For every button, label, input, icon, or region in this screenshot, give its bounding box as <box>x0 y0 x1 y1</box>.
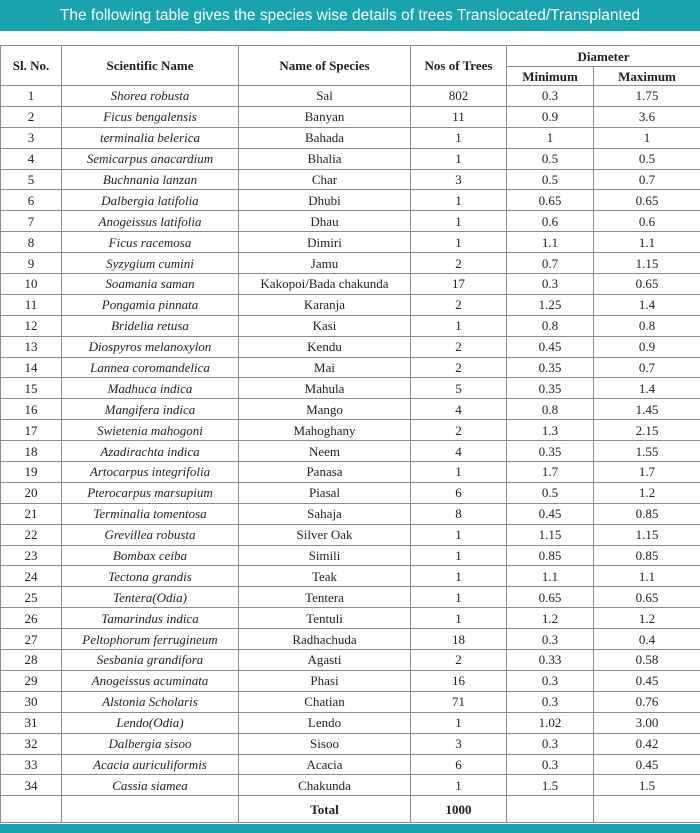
table-row <box>1 274 700 295</box>
cell-diameter-minimum: 0.5 <box>507 169 594 190</box>
cell-scientific-name: Terminalia tomentosa <box>62 503 239 524</box>
cell-diameter-maximum: 0.6 <box>594 211 700 232</box>
table-row <box>1 441 700 462</box>
header-nos-of-trees: Nos of Trees <box>411 46 507 86</box>
cell-nos-of-trees: 5 <box>411 378 507 399</box>
cell-diameter-minimum: 0.33 <box>507 650 594 671</box>
cell-diameter-maximum: 0.65 <box>594 190 700 211</box>
cell-scientific-name: Dalbergia sisoo <box>62 733 239 754</box>
cell-nos-of-trees: 2 <box>411 650 507 671</box>
table-row <box>1 754 700 775</box>
table-body <box>1 86 700 796</box>
table-row <box>1 399 700 420</box>
table-title-banner <box>0 0 700 31</box>
cell-diameter-minimum: 0.35 <box>507 441 594 462</box>
cell-sl-no: 6 <box>1 190 62 211</box>
cell-name-of-species: Mai <box>239 357 411 378</box>
cell-sl-no: 12 <box>1 315 62 336</box>
cell-nos-of-trees: 6 <box>411 482 507 503</box>
cell-sl-no: 23 <box>1 545 62 566</box>
cell-nos-of-trees: 4 <box>411 399 507 420</box>
cell-diameter-maximum: 1.15 <box>594 524 700 545</box>
cell-nos-of-trees: 71 <box>411 691 507 712</box>
cell-diameter-maximum: 1.2 <box>594 482 700 503</box>
header-diameter: Diameter <box>507 46 700 67</box>
cell-diameter-minimum: 0.45 <box>507 336 594 357</box>
cell-diameter-minimum: 0.6 <box>507 211 594 232</box>
cell-diameter-maximum: 0.42 <box>594 733 700 754</box>
cell-nos-of-trees: 802 <box>411 86 507 107</box>
cell-diameter-maximum: 0.9 <box>594 336 700 357</box>
header-scientific-name: Scientific Name <box>62 46 239 86</box>
cell-diameter-maximum: 0.76 <box>594 691 700 712</box>
cell-diameter-minimum: 0.3 <box>507 86 594 107</box>
table-row <box>1 650 700 671</box>
cell-name-of-species: Dhau <box>239 211 411 232</box>
header-sl-no: Sl. No. <box>1 46 62 86</box>
cell-diameter-maximum: 0.7 <box>594 169 700 190</box>
cell-diameter-minimum: 1.5 <box>507 775 594 796</box>
cell-nos-of-trees: 8 <box>411 503 507 524</box>
cell-diameter-maximum: 0.65 <box>594 274 700 295</box>
cell-scientific-name: Alstonia Scholaris <box>62 691 239 712</box>
table-row <box>1 420 700 441</box>
table-row <box>1 211 700 232</box>
cell-scientific-name: Pterocarpus marsupium <box>62 482 239 503</box>
cell-nos-of-trees: 1 <box>411 545 507 566</box>
cell-scientific-name: Lannea coromandelica <box>62 357 239 378</box>
cell-diameter-minimum: 0.5 <box>507 482 594 503</box>
cell-diameter-maximum: 0.4 <box>594 629 700 650</box>
cell-nos-of-trees: 1 <box>411 775 507 796</box>
cell-diameter-maximum: 1.2 <box>594 608 700 629</box>
header-minimum: Minimum <box>507 67 594 86</box>
cell-name-of-species: Phasi <box>239 670 411 691</box>
cell-scientific-name: Mangifera indica <box>62 399 239 420</box>
cell-scientific-name: Bombax ceiba <box>62 545 239 566</box>
cell-name-of-species: Silver Oak <box>239 524 411 545</box>
cell-diameter-minimum: 0.3 <box>507 754 594 775</box>
cell-sl-no: 29 <box>1 670 62 691</box>
cell-diameter-minimum: 0.85 <box>507 545 594 566</box>
cell-diameter-minimum: 0.3 <box>507 691 594 712</box>
cell-name-of-species: Piasal <box>239 482 411 503</box>
cell-name-of-species: Chakunda <box>239 775 411 796</box>
cell-sl-no: 9 <box>1 253 62 274</box>
cell-diameter-minimum: 0.3 <box>507 670 594 691</box>
cell-name-of-species: Agasti <box>239 650 411 671</box>
cell-diameter-maximum: 1.1 <box>594 566 700 587</box>
cell-sl-no: 11 <box>1 294 62 315</box>
cell-diameter-minimum: 0.35 <box>507 357 594 378</box>
cell-sl-no: 22 <box>1 524 62 545</box>
cell-nos-of-trees: 2 <box>411 420 507 441</box>
cell-sl-no: 24 <box>1 566 62 587</box>
table-row <box>1 691 700 712</box>
cell-diameter-maximum: 0.5 <box>594 148 700 169</box>
cell-sl-no: 31 <box>1 712 62 733</box>
cell-scientific-name: Buchnania lanzan <box>62 169 239 190</box>
species-table-wrapper <box>0 45 700 823</box>
cell-name-of-species: Chatian <box>239 691 411 712</box>
cell-diameter-maximum: 0.85 <box>594 503 700 524</box>
bottom-accent-bar <box>0 824 700 833</box>
cell-name-of-species: Dhubi <box>239 190 411 211</box>
cell-name-of-species: Bahada <box>239 127 411 148</box>
table-row <box>1 462 700 483</box>
cell-diameter-maximum: 0.45 <box>594 754 700 775</box>
cell-scientific-name: Anogeissus acuminata <box>62 670 239 691</box>
cell-diameter-maximum: 1.5 <box>594 775 700 796</box>
cell-scientific-name: Azadirachta indica <box>62 441 239 462</box>
table-row <box>1 127 700 148</box>
cell-scientific-name: Soamania saman <box>62 274 239 295</box>
cell-name-of-species: Sahaja <box>239 503 411 524</box>
cell-diameter-maximum: 0.58 <box>594 650 700 671</box>
cell-scientific-name: Ficus bengalensis <box>62 106 239 127</box>
header-name-of-species: Name of Species <box>239 46 411 86</box>
cell-scientific-name: Lendo(Odia) <box>62 712 239 733</box>
cell-scientific-name: terminalia belerica <box>62 127 239 148</box>
cell-sl-no: 1 <box>1 86 62 107</box>
cell-nos-of-trees: 1 <box>411 608 507 629</box>
cell-scientific-name: Swietenia mahogoni <box>62 420 239 441</box>
cell-name-of-species: Panasa <box>239 462 411 483</box>
table-row <box>1 357 700 378</box>
cell-sl-no: 32 <box>1 733 62 754</box>
cell-name-of-species: Banyan <box>239 106 411 127</box>
table-row <box>1 294 700 315</box>
cell-scientific-name: Ficus racemosa <box>62 232 239 253</box>
cell-diameter-minimum: 0.65 <box>507 587 594 608</box>
cell-sl-no: 5 <box>1 169 62 190</box>
cell-diameter-maximum: 1.4 <box>594 294 700 315</box>
cell-diameter-maximum: 1.45 <box>594 399 700 420</box>
table-row <box>1 775 700 796</box>
total-empty-cell <box>507 796 594 823</box>
total-empty-cell <box>1 796 62 823</box>
cell-diameter-maximum: 0.65 <box>594 587 700 608</box>
cell-sl-no: 16 <box>1 399 62 420</box>
cell-diameter-minimum: 0.45 <box>507 503 594 524</box>
cell-nos-of-trees: 1 <box>411 566 507 587</box>
cell-nos-of-trees: 4 <box>411 441 507 462</box>
cell-sl-no: 18 <box>1 441 62 462</box>
table-row <box>1 148 700 169</box>
cell-name-of-species: Kendu <box>239 336 411 357</box>
cell-sl-no: 19 <box>1 462 62 483</box>
cell-nos-of-trees: 18 <box>411 629 507 650</box>
cell-sl-no: 33 <box>1 754 62 775</box>
table-row <box>1 336 700 357</box>
cell-diameter-minimum: 1 <box>507 127 594 148</box>
table-row <box>1 106 700 127</box>
cell-diameter-minimum: 1.02 <box>507 712 594 733</box>
cell-name-of-species: Mango <box>239 399 411 420</box>
cell-name-of-species: Lendo <box>239 712 411 733</box>
cell-diameter-minimum: 0.5 <box>507 148 594 169</box>
cell-diameter-maximum: 1.55 <box>594 441 700 462</box>
cell-nos-of-trees: 17 <box>411 274 507 295</box>
table-row <box>1 482 700 503</box>
cell-name-of-species: Neem <box>239 441 411 462</box>
cell-scientific-name: Pongamia pinnata <box>62 294 239 315</box>
cell-scientific-name: Syzygium cumini <box>62 253 239 274</box>
cell-nos-of-trees: 16 <box>411 670 507 691</box>
table-row <box>1 629 700 650</box>
cell-sl-no: 30 <box>1 691 62 712</box>
table-row <box>1 503 700 524</box>
table-row <box>1 190 700 211</box>
cell-name-of-species: Tentera <box>239 587 411 608</box>
table-row <box>1 169 700 190</box>
cell-nos-of-trees: 1 <box>411 712 507 733</box>
cell-diameter-minimum: 1.1 <box>507 566 594 587</box>
cell-sl-no: 25 <box>1 587 62 608</box>
cell-name-of-species: Radhachuda <box>239 629 411 650</box>
table-row <box>1 733 700 754</box>
cell-scientific-name: Grevillea robusta <box>62 524 239 545</box>
cell-diameter-maximum: 1.1 <box>594 232 700 253</box>
cell-name-of-species: Karanja <box>239 294 411 315</box>
total-label: Total <box>239 796 411 823</box>
cell-name-of-species: Tentuli <box>239 608 411 629</box>
cell-sl-no: 2 <box>1 106 62 127</box>
cell-diameter-minimum: 1.2 <box>507 608 594 629</box>
cell-diameter-maximum: 1 <box>594 127 700 148</box>
cell-diameter-maximum: 0.85 <box>594 545 700 566</box>
total-nos: 1000 <box>411 796 507 823</box>
cell-nos-of-trees: 11 <box>411 106 507 127</box>
cell-nos-of-trees: 1 <box>411 148 507 169</box>
cell-nos-of-trees: 1 <box>411 587 507 608</box>
cell-name-of-species: Sisoo <box>239 733 411 754</box>
cell-scientific-name: Cassia siamea <box>62 775 239 796</box>
cell-sl-no: 10 <box>1 274 62 295</box>
cell-nos-of-trees: 1 <box>411 462 507 483</box>
cell-diameter-maximum: 1.4 <box>594 378 700 399</box>
cell-sl-no: 21 <box>1 503 62 524</box>
cell-scientific-name: Acacia auriculiformis <box>62 754 239 775</box>
table-row <box>1 378 700 399</box>
cell-diameter-maximum: 0.8 <box>594 315 700 336</box>
cell-sl-no: 34 <box>1 775 62 796</box>
cell-name-of-species: Dimiri <box>239 232 411 253</box>
cell-sl-no: 3 <box>1 127 62 148</box>
cell-name-of-species: Jamu <box>239 253 411 274</box>
cell-diameter-maximum: 1.15 <box>594 253 700 274</box>
cell-scientific-name: Madhuca indica <box>62 378 239 399</box>
table-title: The following table gives the species wise details of trees Translocated/Transplanted <box>59 6 641 24</box>
cell-name-of-species: Sal <box>239 86 411 107</box>
cell-scientific-name: Tentera(Odia) <box>62 587 239 608</box>
cell-nos-of-trees: 1 <box>411 232 507 253</box>
header-maximum: Maximum <box>594 67 700 86</box>
cell-diameter-maximum: 1.75 <box>594 86 700 107</box>
cell-nos-of-trees: 1 <box>411 211 507 232</box>
cell-diameter-minimum: 1.7 <box>507 462 594 483</box>
cell-scientific-name: Tectona grandis <box>62 566 239 587</box>
cell-sl-no: 13 <box>1 336 62 357</box>
cell-scientific-name: Artocarpus integrifolia <box>62 462 239 483</box>
cell-name-of-species: Mahoghany <box>239 420 411 441</box>
table-row <box>1 712 700 733</box>
cell-sl-no: 28 <box>1 650 62 671</box>
cell-nos-of-trees: 1 <box>411 190 507 211</box>
cell-diameter-minimum: 0.3 <box>507 629 594 650</box>
cell-nos-of-trees: 2 <box>411 294 507 315</box>
cell-diameter-minimum: 0.65 <box>507 190 594 211</box>
cell-nos-of-trees: 1 <box>411 127 507 148</box>
table-row <box>1 566 700 587</box>
cell-diameter-minimum: 0.8 <box>507 315 594 336</box>
table-row <box>1 253 700 274</box>
cell-sl-no: 4 <box>1 148 62 169</box>
cell-name-of-species: Kakopoi/Bada chakunda <box>239 274 411 295</box>
cell-scientific-name: Shorea robusta <box>62 86 239 107</box>
cell-diameter-maximum: 3.00 <box>594 712 700 733</box>
cell-diameter-maximum: 0.45 <box>594 670 700 691</box>
cell-diameter-minimum: 1.1 <box>507 232 594 253</box>
total-empty-cell <box>62 796 239 823</box>
cell-diameter-minimum: 0.35 <box>507 378 594 399</box>
table-row <box>1 608 700 629</box>
cell-diameter-minimum: 0.8 <box>507 399 594 420</box>
cell-nos-of-trees: 1 <box>411 315 507 336</box>
cell-nos-of-trees: 1 <box>411 524 507 545</box>
cell-nos-of-trees: 6 <box>411 754 507 775</box>
cell-diameter-minimum: 1.3 <box>507 420 594 441</box>
table-row <box>1 587 700 608</box>
cell-diameter-minimum: 1.25 <box>507 294 594 315</box>
cell-nos-of-trees: 3 <box>411 169 507 190</box>
cell-name-of-species: Teak <box>239 566 411 587</box>
table-row <box>1 545 700 566</box>
cell-name-of-species: Char <box>239 169 411 190</box>
cell-diameter-minimum: 0.7 <box>507 253 594 274</box>
cell-sl-no: 17 <box>1 420 62 441</box>
table-row <box>1 86 700 107</box>
cell-scientific-name: Sesbania grandifora <box>62 650 239 671</box>
cell-nos-of-trees: 2 <box>411 336 507 357</box>
total-empty-cell <box>594 796 700 823</box>
cell-scientific-name: Diospyros melanoxylon <box>62 336 239 357</box>
cell-diameter-minimum: 1.15 <box>507 524 594 545</box>
table-row <box>1 524 700 545</box>
table-row <box>1 670 700 691</box>
cell-name-of-species: Bhalia <box>239 148 411 169</box>
cell-sl-no: 7 <box>1 211 62 232</box>
cell-diameter-minimum: 0.3 <box>507 733 594 754</box>
species-table <box>0 45 700 823</box>
table-row <box>1 315 700 336</box>
cell-diameter-maximum: 2.15 <box>594 420 700 441</box>
cell-sl-no: 20 <box>1 482 62 503</box>
cell-diameter-minimum: 0.9 <box>507 106 594 127</box>
cell-sl-no: 27 <box>1 629 62 650</box>
cell-scientific-name: Dalbergia latifolia <box>62 190 239 211</box>
cell-scientific-name: Anogeissus latifolia <box>62 211 239 232</box>
cell-scientific-name: Bridelia retusa <box>62 315 239 336</box>
cell-name-of-species: Mahula <box>239 378 411 399</box>
cell-name-of-species: Simili <box>239 545 411 566</box>
cell-diameter-maximum: 0.7 <box>594 357 700 378</box>
cell-sl-no: 26 <box>1 608 62 629</box>
total-row <box>1 796 700 823</box>
table-row <box>1 232 700 253</box>
cell-diameter-minimum: 0.3 <box>507 274 594 295</box>
cell-sl-no: 15 <box>1 378 62 399</box>
cell-nos-of-trees: 2 <box>411 357 507 378</box>
cell-scientific-name: Tamarindus indica <box>62 608 239 629</box>
cell-diameter-maximum: 3.6 <box>594 106 700 127</box>
cell-diameter-maximum: 1.7 <box>594 462 700 483</box>
cell-name-of-species: Kasi <box>239 315 411 336</box>
cell-scientific-name: Peltophorum ferrugineum <box>62 629 239 650</box>
cell-scientific-name: Semicarpus anacardium <box>62 148 239 169</box>
cell-sl-no: 14 <box>1 357 62 378</box>
cell-sl-no: 8 <box>1 232 62 253</box>
cell-nos-of-trees: 2 <box>411 253 507 274</box>
cell-name-of-species: Acacia <box>239 754 411 775</box>
cell-nos-of-trees: 3 <box>411 733 507 754</box>
